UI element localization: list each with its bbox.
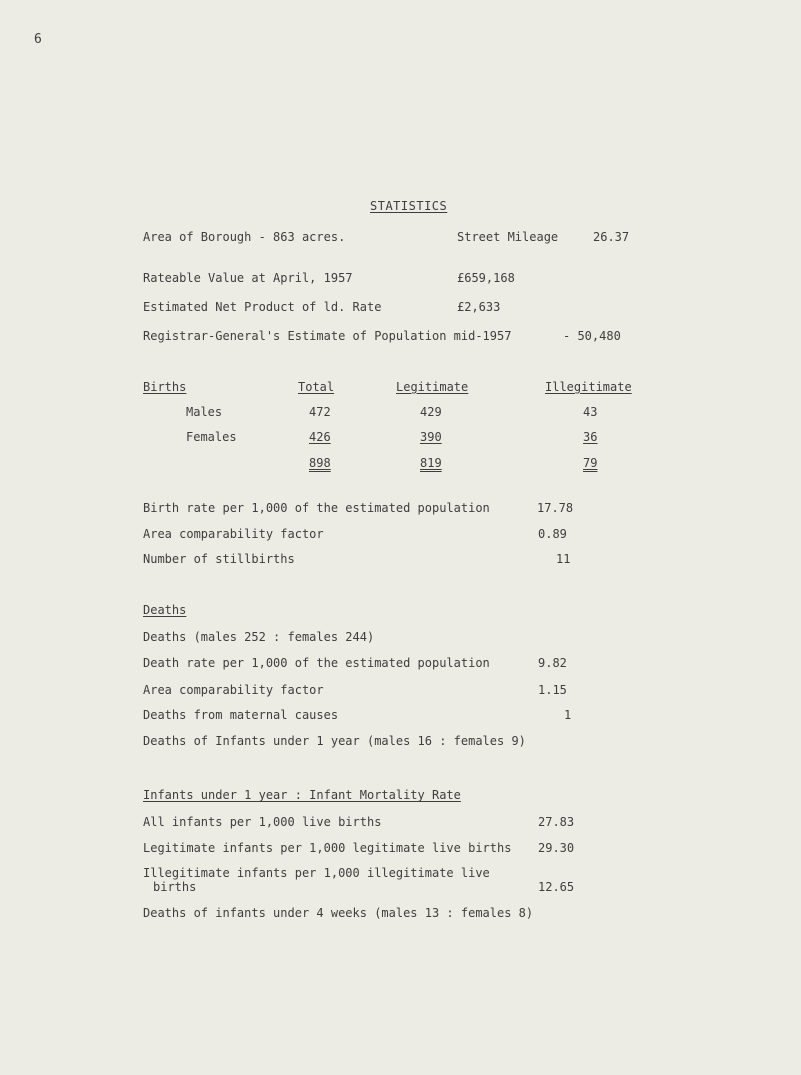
rateable-value-label: Rateable Value at April, 1957	[143, 271, 353, 285]
birth-area-factor-label: Area comparability factor	[143, 527, 324, 541]
maternal-deaths-value: 1	[564, 708, 572, 722]
page-number: 6	[34, 32, 42, 47]
illegitimate-header: Illegitimate	[545, 380, 632, 394]
death-area-factor-value: 1.15	[538, 683, 567, 697]
row-label-females: Females	[186, 430, 237, 444]
deaths-heading: Deaths	[143, 603, 187, 617]
males-total: 472	[309, 405, 331, 419]
rateable-value-value: £659,168	[457, 271, 515, 285]
illegitimate-infants-value: 12.65	[538, 880, 575, 894]
illegitimate-infants-label-line1: Illegitimate infants per 1,000 illegitimate live	[143, 866, 490, 880]
females-legitimate: 390	[420, 430, 442, 444]
births-header: Births	[143, 380, 187, 394]
row-label-males: Males	[186, 405, 223, 419]
legitimate-infants-label: Legitimate infants per 1,000 legitimate live births	[143, 841, 512, 855]
males-illegitimate: 43	[583, 405, 598, 419]
all-infants-label: All infants per 1,000 live births	[143, 815, 382, 829]
birth-rate-value: 17.78	[537, 501, 574, 515]
street-mileage-value: 26.37	[593, 230, 630, 244]
maternal-deaths-label: Deaths from maternal causes	[143, 708, 339, 722]
under-4-weeks-label: Deaths of infants under 4 weeks (males 13 : females 8)	[143, 906, 534, 920]
all-infants-value: 27.83	[538, 815, 575, 829]
males-legitimate: 429	[420, 405, 442, 419]
area-of-borough: Area of Borough - 863 acres.	[143, 230, 346, 244]
total-illegitimate: 79	[583, 456, 598, 470]
deaths-breakdown: Deaths (males 252 : females 244)	[143, 630, 375, 644]
total-legitimate: 819	[420, 456, 442, 470]
females-illegitimate: 36	[583, 430, 598, 444]
stillbirths-label: Number of stillbirths	[143, 552, 295, 566]
illegitimate-infants-label-line2: births	[153, 880, 197, 894]
legitimate-infants-value: 29.30	[538, 841, 575, 855]
total-births: 898	[309, 456, 331, 470]
death-area-factor-label: Area comparability factor	[143, 683, 324, 697]
infant-deaths-label: Deaths of Infants under 1 year (males 16 : females 9)	[143, 734, 526, 748]
population-value: - 50,480	[563, 329, 621, 343]
total-header: Total	[298, 380, 335, 394]
birth-rate-label: Birth rate per 1,000 of the estimated population	[143, 501, 490, 515]
infant-mortality-heading: Infants under 1 year : Infant Mortality Rate	[143, 788, 461, 802]
females-total: 426	[309, 430, 331, 444]
death-rate-label: Death rate per 1,000 of the estimated population	[143, 656, 490, 670]
net-product-label: Estimated Net Product of ld. Rate	[143, 300, 382, 314]
death-rate-value: 9.82	[538, 656, 567, 670]
street-mileage-label: Street Mileage	[457, 230, 559, 244]
page-title: STATISTICS	[370, 199, 448, 213]
net-product-value: £2,633	[457, 300, 501, 314]
population-label: Registrar-General's Estimate of Population mid-1957	[143, 329, 512, 343]
birth-area-factor-value: 0.89	[538, 527, 567, 541]
legitimate-header: Legitimate	[396, 380, 469, 394]
stillbirths-value: 11	[556, 552, 571, 566]
